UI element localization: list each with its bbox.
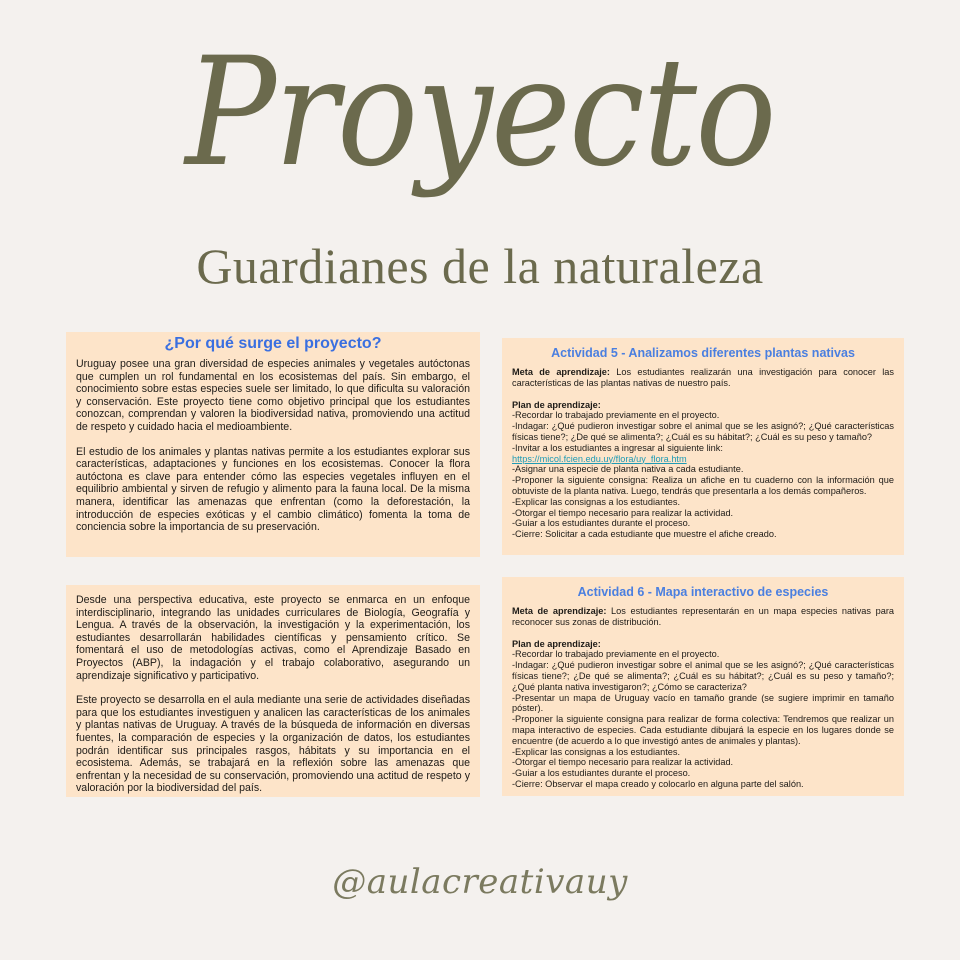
activity-6-goal-text: Los estudiantes representarán en un mapa especies nativas para reconocer sus zonas de distribución. bbox=[512, 606, 894, 627]
list-item bbox=[512, 454, 894, 465]
activity-5-goal-label: Meta de aprendizaje: bbox=[512, 367, 610, 377]
list-item: -Cierre: Solicitar a cada estudiante que muestre el afiche creado. bbox=[512, 529, 777, 540]
list-item: -Recordar lo trabajado previamente en el proyecto. bbox=[512, 410, 720, 421]
list-item: -Proponer la siguiente consigna para realizar de forma colectiva: Tendremos que realizar un mapa interactivo de especies. Cada estudiante dibujará la especie en los lugares donde se encuentre (de acuerdo a lo que investigó antes de animales y plantas). bbox=[512, 714, 894, 746]
list-item: -Otorgar el tiempo necesario para realizar la actividad. bbox=[512, 507, 734, 518]
list-item: -Asignar una especie de planta nativa a cada estudiante. bbox=[512, 464, 744, 475]
activity-6-steps bbox=[512, 649, 894, 789]
header bbox=[0, 0, 960, 320]
list-item: -Otorgar el tiempo necesario para realizar la actividad. bbox=[512, 757, 734, 768]
list-item: -Recordar lo trabajado previamente en el proyecto. bbox=[512, 649, 720, 660]
activity-5-plan-label: Plan de aprendizaje: bbox=[512, 399, 601, 410]
activity-5-title: Actividad 5 - Analizamos diferentes plantas nativas bbox=[551, 346, 855, 360]
list-item: -Guiar a los estudiantes durante el proceso. bbox=[512, 518, 691, 529]
why-project-card bbox=[66, 332, 480, 557]
list-item: -Proponer la siguiente consigna: Realiza un afiche en tu cuaderno con la información que obtuviste de la planta nativa. Luego, tendrás que presentarla a los demás compañeros. bbox=[512, 475, 894, 496]
activity-6-card bbox=[502, 577, 904, 796]
education-paragraph-1: Desde una perspectiva educativa, este proyecto se enmarca en un enfoque interdisciplinario, integrando las unidades curriculares de Biología, Geografía y Lengua. A través de la observación, la investigación y la experimentación, los estudiantes desarrollarán habilidades científicas y pensamiento crítico. Se fomentará el uso de metodologías activas, como el Aprendizaje Basado en Proyectos (ABP), la indagación y el trabajo colaborativo, asegurando un aprendizaje significativo y participativo. bbox=[76, 594, 470, 682]
activity-6-plan-label: Plan de aprendizaje: bbox=[512, 638, 601, 649]
why-project-heading: ¿Por qué surge el proyecto? bbox=[164, 335, 382, 352]
social-handle: @aulacreativauy bbox=[332, 862, 628, 902]
activity-6-title: Actividad 6 - Mapa interactivo de especies bbox=[577, 585, 829, 599]
why-paragraph-1: Uruguay posee una gran diversidad de especies animales y vegetales autóctonas que cumplen un rol fundamental en los ecosistemas del país. Sin embargo, el conocimiento sobre estas especies suele ser limitado, lo que dificulta su valoración y conservación. Este proyecto tiene como objetivo principal que los estudiantes conozcan, comprendan y valoren la biodiversidad nativa, promoviendo una actitud de respeto y cuidado hacia el medioambiente. bbox=[76, 358, 470, 433]
activity-6-goal bbox=[512, 606, 894, 628]
flora-link[interactable]: https://micol.fcien.edu.uy/flora/uy_flora.htm bbox=[512, 453, 687, 464]
list-item: -Presentar un mapa de Uruguay vacío en tamaño grande (se sugiere imprimir en tamaño póster). bbox=[512, 692, 894, 714]
list-item: -Indagar: ¿Qué pudieron investigar sobre el animal que se les asignó?; ¿Qué características físicas tiene?; ¿De qué se alimenta?; ¿Cuál es su hábitat?; ¿Cuál es su peso y tamaño?; ¿Qué planta nativa investigaron?; ¿Cómo se caracteriza? bbox=[512, 660, 894, 692]
activity-5-goal bbox=[512, 367, 894, 389]
list-item: -Indagar: ¿Qué pudieron investigar sobre el animal que se les asignó?; ¿Qué características físicas tiene?; ¿De qué se alimenta?; ¿Cuál es su hábitat?; ¿Cuál es su peso y tamaño? bbox=[512, 421, 894, 442]
list-item: -Guiar a los estudiantes durante el proceso. bbox=[512, 768, 691, 779]
list-item: -Explicar las consignas a los estudiantes. bbox=[512, 746, 681, 757]
list-item: -Cierre: Observar el mapa creado y colocarlo en alguna parte del salón. bbox=[512, 778, 804, 789]
list-item: -Invitar a los estudiantes a ingresar al siguiente link: bbox=[512, 442, 723, 453]
activity-5-card bbox=[502, 338, 904, 555]
page-subtitle: Guardianes de la naturaleza bbox=[196, 238, 764, 294]
education-paragraph-2: Este proyecto se desarrolla en el aula mediante una serie de actividades diseñadas para que los estudiantes investiguen y analicen las características de los animales y plantas nativas de Uruguay. A través de la búsqueda de información en diversas fuentes, la comparación de especies y la organización de datos, los estudiantes podrán identificar sus principales rasgos, hábitats y su importancia en el ecosistema. Además, se trabajará en la reflexión sobre las amenazas que enfrentan y la necesidad de su conservación, promoviendo una actitud de respeto y valoración por la biodiversidad del país. bbox=[76, 694, 470, 795]
activity-6-goal-label: Meta de aprendizaje: bbox=[512, 606, 607, 616]
activity-5-goal-text: Los estudiantes realizarán una investigación para conocer las características de las plantas nativas de nuestro país. bbox=[512, 367, 894, 388]
page-title: Proyecto bbox=[185, 26, 775, 200]
education-card bbox=[66, 585, 480, 797]
activity-5-steps bbox=[512, 410, 894, 540]
list-item: -Explicar las consignas a los estudiantes. bbox=[512, 496, 681, 507]
why-paragraph-2: El estudio de los animales y plantas nativas permite a los estudiantes explorar sus características, adaptaciones y funciones en los ecosistemas. Conocer la flora autóctona es clave para entender cómo las especies vegetales influyen en el equilibrio ambiental y sirven de refugio y alimento para la fauna local. De la misma manera, identificar las amenazas que enfrentan (como la deforestación, la introducción de especies exóticas y el cambio climático) fomenta la toma de conciencia sobre la importancia de su preservación. bbox=[76, 445, 470, 534]
